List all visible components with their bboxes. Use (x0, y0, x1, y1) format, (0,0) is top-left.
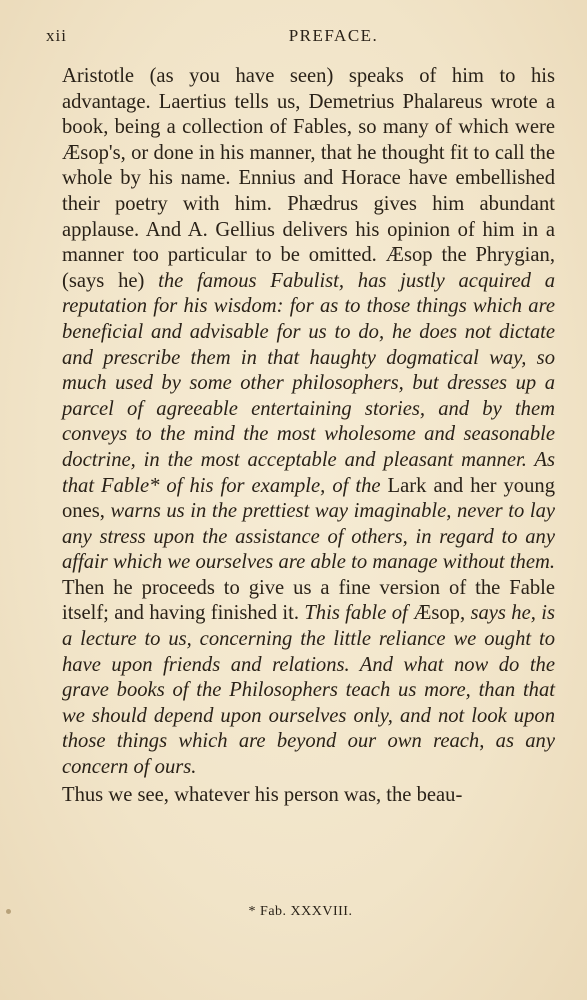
body-text (62, 64, 555, 808)
italic-run: warns us in the prettiest way imaginable, never to lay any stress upon the assistance of others, in regard to any affair which we ourselves are able to manage without them. (62, 500, 555, 574)
page-header (0, 24, 587, 48)
text-run: Aristotle (as you have seen) speaks of him to his advantage. Laertius tells us, Demetrius Phalareus wrote a book, being a collection of Fables, so many of which were Æsop's, or done in his manner, that he thought fit to call the whole by his name. Ennius and Horace have embellished their poetry with him. Phædrus gives him abundant applause. And A. Gellius delivers his opinion of him in a manner too particular to be omitted. Æsop the Phrygian, (says he) (62, 65, 555, 292)
italic-run: the famous Fabulist, has justly acquired a reputation for his wisdom: for as to those things which are beneficial and advisable for us to do, he does not dictate and prescribe them in that haughty dogmatical way, so much used by some other philosophers, but dresses up a parcel of agreeable entertaining stories, and by them conveys to the mind the most wholesome and seasonable doctrine, in the most acceptable and pleasant manner. As that Fable* of his for example, of the (62, 269, 555, 497)
italic-run: This fable of (304, 602, 414, 625)
paragraph-1 (62, 64, 555, 781)
italic-run: says he, (470, 602, 542, 625)
italic-run: is a lecture to us, concerning the little reliance we ought to have upon friends and relations. And what now do the grave books of the Philosophers teach us more, than that we should depend upon ourselves only, and not look upon those things which are beyond our own reach, as any concern of ours. (62, 602, 555, 779)
footnote: * Fab. XXXVIII. (248, 904, 353, 919)
page-number: xii (46, 26, 67, 45)
paragraph-2: Thus we see, whatever his person was, the beau- (62, 783, 463, 806)
text-run: Lark and her young ones, (62, 474, 555, 523)
text-run: Then he proceeds to give us a fine version of the Fable itself; and having finished it. (62, 576, 555, 625)
running-head: PREFACE. (288, 26, 379, 45)
text-run: Æsop, (413, 602, 471, 625)
